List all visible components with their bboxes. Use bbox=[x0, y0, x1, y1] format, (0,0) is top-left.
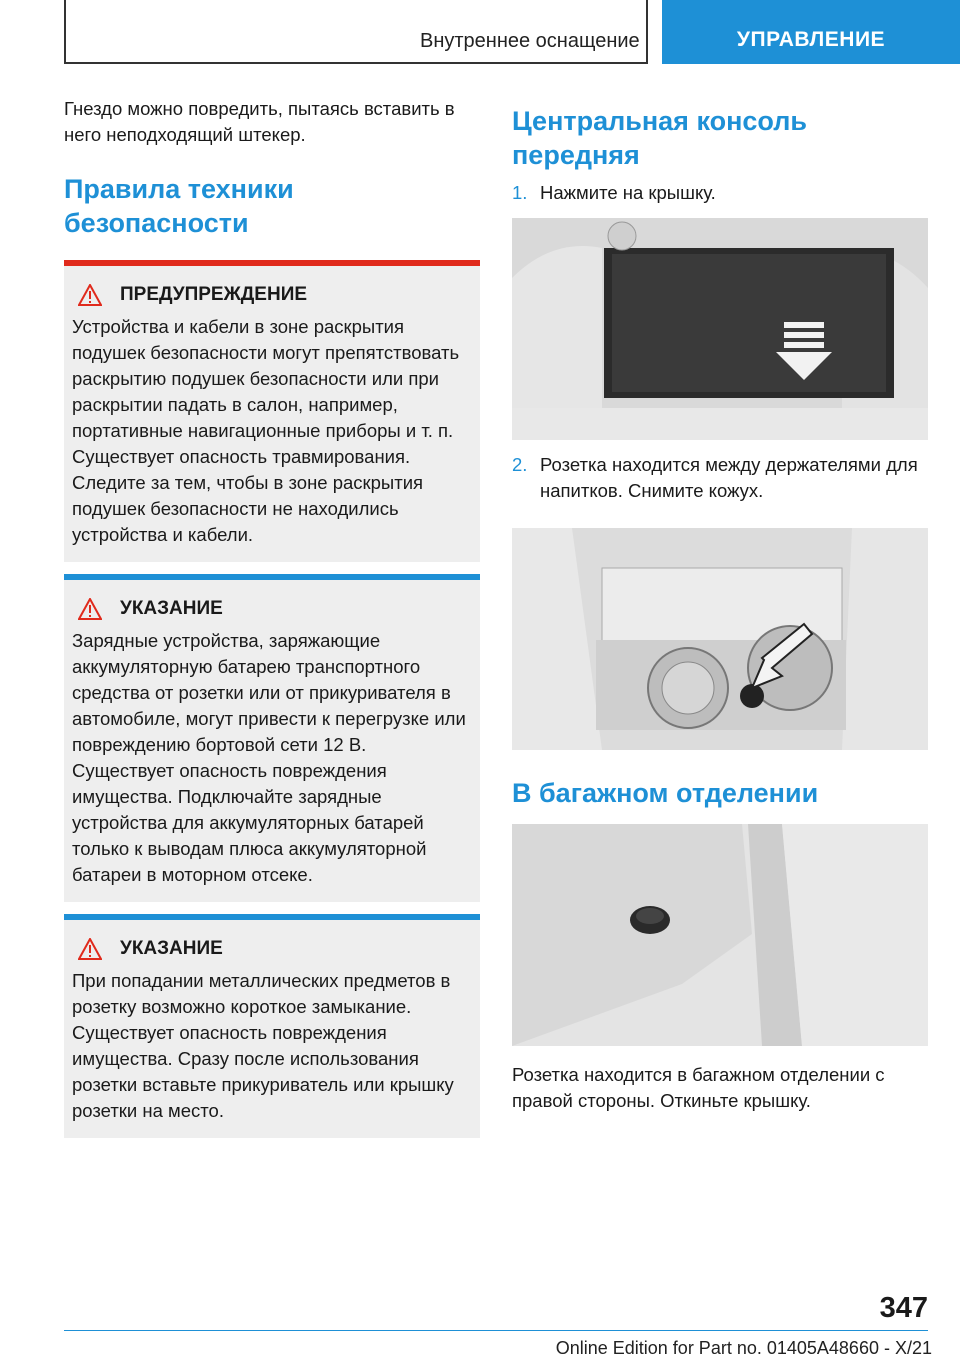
footer-divider bbox=[64, 1330, 928, 1331]
page-number: 347 bbox=[879, 1292, 928, 1324]
step-text: Розетка находится между держателями для напитков. Снимите кожух. bbox=[540, 454, 918, 501]
notice-text-1: Зарядные устройства, заряжающие аккумуляторную батарею транспортного средства от розетки или от прикуривателя в автомобиле, могут привести к перегрузке или повреждению бортовой сети 12 В. Существует опасность повреждения имущества. Подключайте зарядные устройства для аккумуляторных батарей только к выводам плюса аккумуляторной батареи в моторном отсеке. bbox=[72, 630, 466, 885]
step-number: 1. bbox=[512, 182, 528, 203]
warning-triangle-icon bbox=[78, 598, 102, 620]
console-heading: Центральная консоль передняя bbox=[512, 106, 807, 170]
intro-text: Гнездо можно повредить, пытаясь вставить в него неподходящий штекер. bbox=[64, 98, 455, 145]
warning-box bbox=[64, 260, 480, 562]
console-cover-photo bbox=[512, 218, 928, 440]
left-column bbox=[64, 96, 480, 1138]
warning-triangle-icon bbox=[78, 284, 102, 306]
trunk-text: Розетка находится в багажном отделении с правой стороны. Откиньте крышку. bbox=[512, 1064, 885, 1111]
cupholder-socket-photo bbox=[512, 528, 928, 750]
warning-text: Устройства и кабели в зоне раскрытия подушек безопасности могут препятствовать раскрытию подушек безопасности или при раскрытии падать в салон, например, портативные навигационные приборы и т. п. Существует опасность травмирования. Следите за тем, чтобы в зоне раскрытия подушек безопасности не находились устройства и кабели. bbox=[72, 316, 460, 545]
trunk-heading: В багажном отделении bbox=[512, 778, 819, 808]
footer-edition[interactable]: Online Edition for Part no. 01405A48660 - X/21 bbox=[555, 1338, 932, 1358]
header-section-title: Внутреннее оснащение bbox=[420, 30, 640, 52]
notice-title-1: УКАЗАНИЕ bbox=[120, 598, 223, 619]
step-number: 2. bbox=[512, 454, 528, 475]
warning-triangle-icon bbox=[78, 938, 102, 960]
step-text: Нажмите на крышку. bbox=[540, 182, 716, 203]
step-2 bbox=[512, 452, 928, 504]
notice-box-2 bbox=[64, 914, 480, 1138]
notice-box-1 bbox=[64, 574, 480, 902]
header-chapter-tab[interactable]: УПРАВЛЕНИЕ bbox=[662, 0, 960, 64]
step-1 bbox=[512, 180, 928, 206]
right-column bbox=[512, 96, 928, 1114]
notice-text-2: При попадании металлических предметов в розетку возможно короткое замыкание. Существует опасность повреждения имущества. Сразу после использования розетки вставьте прикуриватель или крышку розетки на место. bbox=[72, 970, 454, 1121]
safety-heading: Правила техники безопасности bbox=[64, 174, 294, 238]
warning-title: ПРЕДУПРЕЖДЕНИЕ bbox=[120, 284, 308, 305]
trunk-socket-photo bbox=[512, 824, 928, 1046]
notice-title-2: УКАЗАНИЕ bbox=[120, 938, 223, 959]
